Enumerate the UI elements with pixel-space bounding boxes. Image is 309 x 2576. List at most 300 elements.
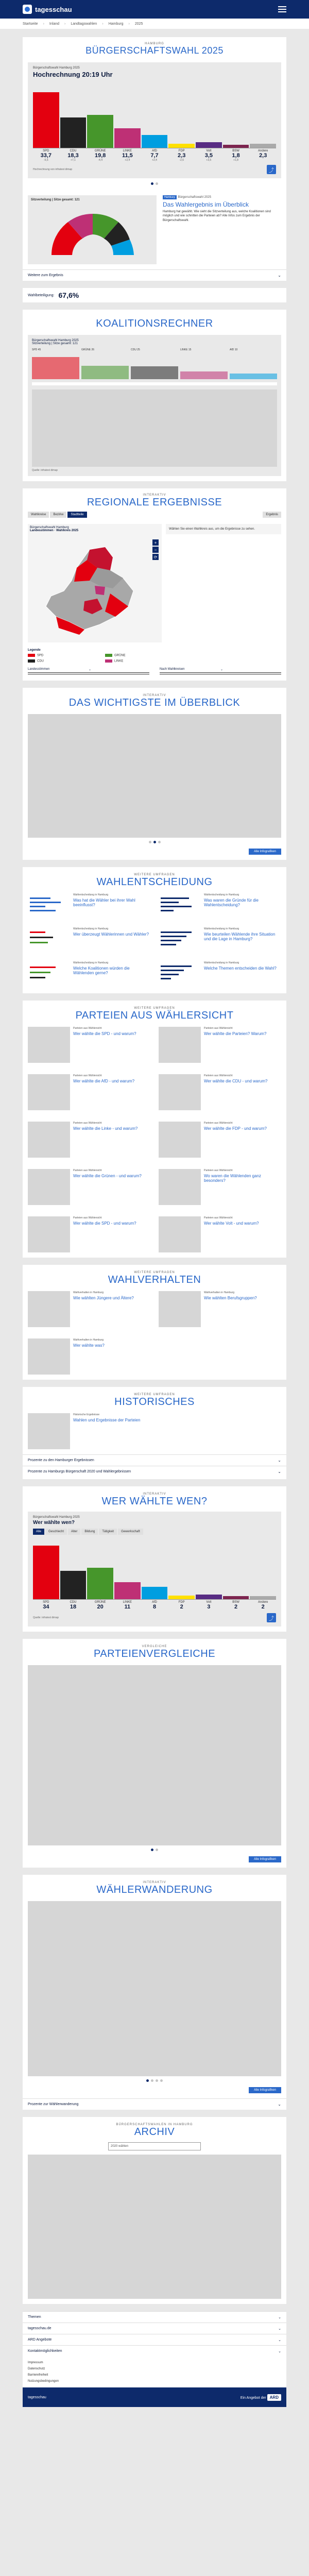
hamburg-map-shape: [28, 539, 162, 642]
footer-link[interactable]: Impressum: [28, 2361, 43, 2365]
teaser-image: [28, 1074, 70, 1110]
result-teaser[interactable]: [163, 195, 281, 264]
teaser-card[interactable]: [28, 1291, 150, 1327]
menu-icon[interactable]: [278, 6, 286, 12]
legend-item: [105, 659, 172, 663]
bar-column: [196, 142, 222, 148]
bar: [223, 145, 249, 148]
party-label: GRÜNE: [94, 149, 106, 152]
teaser-meta: Wahlentscheidung in Hamburg: [204, 893, 239, 897]
legend-swatch: [105, 654, 112, 657]
coalition-source: Quelle: infratest dimap: [32, 469, 58, 472]
tab-alter[interactable]: Alter: [68, 1529, 80, 1535]
bar: [142, 135, 168, 148]
vote-type-select[interactable]: [28, 668, 149, 674]
logo-icon: [23, 5, 32, 14]
teaser-card[interactable]: [159, 1027, 281, 1063]
teaser-meta: Parteien aus Wählersicht: [73, 1169, 102, 1173]
zoom-out-icon[interactable]: −: [152, 547, 159, 553]
carousel-dot[interactable]: [151, 2079, 153, 2082]
breadcrumb-separator: ›: [102, 22, 104, 26]
bar-column: [60, 117, 87, 148]
carousel-dot[interactable]: [151, 1849, 153, 1851]
teaser-image: [159, 893, 201, 920]
carousel-dot[interactable]: [156, 1849, 158, 1851]
chart-head: Bürgerschaftswahl Hamburg 2025: [33, 1516, 80, 1519]
bar-column: [250, 144, 276, 148]
regional-kicker: INTERAKTIV: [143, 494, 166, 497]
bar-column: [87, 115, 113, 148]
chevron-down-icon: ⌄: [278, 1458, 281, 1463]
who-voted-values: [33, 1604, 276, 1610]
chart-source: Quelle: infratest dimap: [33, 1616, 59, 1620]
teaser-meta: Wahlentscheidung in Hamburg: [73, 961, 109, 965]
overview-section: [23, 688, 286, 860]
legend-swatch: [105, 659, 112, 663]
party-value: 2,3: [178, 152, 186, 159]
who-voted-title: WER WÄHLTE WEN?: [101, 1496, 208, 1507]
coalition-bar[interactable]: [230, 374, 277, 379]
teaser-headline[interactable]: Wer überzeugt Wählerinnen und Wähler?: [73, 932, 149, 937]
party-value: 2: [261, 1604, 265, 1611]
teaser-meta: Parteien aus Wählersicht: [204, 1216, 233, 1220]
party-labels: [33, 148, 276, 152]
comparison-section: [23, 1639, 286, 1868]
tab-alle[interactable]: Alle: [33, 1529, 44, 1535]
teaser-headline[interactable]: Wer wählte Volt - und warum?: [204, 1221, 259, 1226]
seat-distribution-box: [28, 195, 157, 264]
breadcrumb-item[interactable]: Hamburg: [108, 22, 124, 26]
teaser-card[interactable]: [28, 1122, 150, 1158]
chevron-down-icon: ⌄: [278, 2327, 281, 2331]
chevron-down-icon: ⌄: [220, 668, 281, 673]
teaser-card[interactable]: [159, 1122, 281, 1158]
behaviour-title: WAHLVERHALTEN: [108, 1274, 201, 1286]
footer-link[interactable]: Datenschutz: [28, 2367, 45, 2371]
teaser-meta: Wahlverhalten in Hamburg: [73, 1338, 104, 1342]
party-label: Andere: [258, 1601, 268, 1604]
bar: [168, 1596, 195, 1599]
map-head: Bürgerschaftswahl Hamburg: [30, 526, 69, 529]
teaser-headline[interactable]: Wer wählte die Grünen - und warum?: [73, 1174, 142, 1179]
teaser-image: [28, 1338, 70, 1375]
teaser-meta: Wahlverhalten in Hamburg: [73, 1291, 104, 1295]
map-legend: [23, 652, 177, 665]
coalition-slider[interactable]: [32, 382, 277, 385]
teaser-headline[interactable]: Wer wählte die Parteien? Warum?: [204, 1031, 267, 1037]
teaser-card[interactable]: [28, 1169, 150, 1205]
bar-column: [87, 1568, 113, 1599]
who-voted-kicker: INTERAKTIV: [143, 1493, 166, 1496]
legend-title: Legende: [28, 649, 41, 652]
teaser-image: [159, 961, 201, 988]
carousel-dot[interactable]: [149, 841, 151, 843]
coalition-head: Bürgerschaftswahl Hamburg 2025: [32, 339, 79, 342]
coalition-panel: [32, 389, 277, 467]
turnout-label: Wahlbeteiligung:: [28, 293, 55, 297]
link-label: Prozente zu Hamburgs Bürgerschaft 2020 und Wahlergebnissen: [28, 1470, 131, 1474]
teaser-headline[interactable]: Wahlen und Ergebnisse der Parteien: [73, 1418, 141, 1423]
teaser-image: [28, 893, 70, 920]
breadcrumb-separator: ›: [43, 22, 44, 26]
party-label: CDU: [70, 149, 77, 152]
map-hint: Wählen Sie einen Wahlkreis aus, um die Ergebnisse zu sehen.: [166, 524, 281, 534]
bar-column: [33, 1546, 59, 1599]
bar: [87, 1568, 113, 1599]
chevron-down-icon: ⌄: [278, 273, 281, 278]
bar-column: [142, 1587, 168, 1599]
party-value: 1,8: [232, 152, 240, 159]
footer-row[interactable]: [23, 2345, 286, 2357]
teaser-meta: Parteien aus Wählersicht: [204, 1027, 233, 1030]
party-delta: +3,5: [206, 159, 212, 162]
teaser-meta: Parteien aus Wählersicht: [204, 1169, 233, 1173]
footer-link[interactable]: Nutzungsbedingungen: [28, 2380, 59, 2383]
bar: [196, 1595, 222, 1599]
coalition-title: KOALITIONSRECHNER: [96, 318, 213, 329]
teaser-meta: Wahlentscheidung in Hamburg: [73, 927, 109, 931]
teaser-headline[interactable]: Wer wählte die Linke - und warum?: [73, 1126, 138, 1131]
legend-item: [105, 654, 172, 657]
teaser-headline[interactable]: Wie beurteilen Wählende ihre Situation und die Lage in Hamburg?: [204, 932, 276, 942]
area-type-select[interactable]: [160, 668, 281, 674]
results-chart-box: [28, 62, 281, 178]
party-label: BSW: [232, 1601, 239, 1604]
footer-row[interactable]: [23, 2311, 286, 2323]
legend-label: CDU: [37, 659, 44, 663]
tab-bezirke[interactable]: Bezirke: [50, 512, 66, 518]
teaser-card[interactable]: [159, 893, 281, 920]
bar: [87, 115, 113, 148]
party-delta: +1,8: [233, 159, 238, 162]
party-value: 2,3: [259, 152, 267, 159]
migration-graphic[interactable]: [28, 1901, 281, 2076]
carousel-dots: [28, 182, 281, 185]
behaviour-section: [23, 1265, 286, 1380]
teaser-headline[interactable]: Wer wählte die AfD - und warum?: [73, 1079, 135, 1084]
teaser-headline[interactable]: Was waren die Gründe für die Wahlentscheidung?: [204, 898, 259, 908]
teaser-headline[interactable]: Welche Themen entscheiden die Wahl?: [204, 966, 277, 971]
legend-label: GRÜNE: [114, 654, 126, 657]
teaser-headline[interactable]: Wer wählte die FDP - und warum?: [204, 1126, 267, 1131]
breadcrumb-separator: ›: [128, 22, 130, 26]
party-values: [33, 152, 276, 159]
who-voted-bars: [33, 1538, 276, 1600]
teaser-card[interactable]: [28, 1216, 150, 1252]
carousel-dots: [28, 2079, 281, 2082]
who-voted-labels: [33, 1600, 276, 1604]
teaser-card[interactable]: [159, 1216, 281, 1252]
bar-column: [142, 135, 168, 148]
area-type-label: Nach Wahlkreisen: [160, 668, 220, 673]
all-graphics-button[interactable]: Alle Infografiken: [249, 2087, 281, 2093]
map-sub: Landesstimmen · Wahlkreis 2025: [30, 529, 79, 532]
vote-type-label: Landesstimmen: [28, 668, 89, 673]
brand-name: tagesschau: [35, 5, 72, 13]
teaser-image: [159, 1291, 201, 1327]
party-value: 18,3: [67, 152, 79, 159]
teaser-card[interactable]: [159, 1291, 281, 1327]
coalition-bar[interactable]: [131, 366, 178, 379]
bar: [223, 1596, 249, 1599]
teaser-image: [28, 961, 70, 988]
breadcrumb-item[interactable]: Startseite: [23, 22, 38, 26]
party-label: FDP: [178, 1601, 185, 1604]
party-delta: [250, 159, 276, 162]
link-label: Prozente zur Wählerwanderung: [28, 2103, 79, 2107]
party-value: 18: [70, 1604, 77, 1611]
footer-row-label: ARD Angebote: [28, 2338, 52, 2342]
party-label: Andere: [258, 149, 268, 152]
teaser-headline[interactable]: Was hat die Wähler bei ihrer Wahl beeinflusst?: [73, 898, 135, 908]
coalition-sub: Sitzverteilung | Sitze gesamt: 121: [32, 342, 78, 345]
link-label: Prozente zu den Hamburger Ergebnissen: [28, 1459, 94, 1463]
hero-kicker: HAMBURG: [145, 42, 164, 45]
teaser-card[interactable]: [28, 1074, 150, 1110]
coalition-bar[interactable]: [32, 357, 79, 379]
legend-swatch: [28, 654, 35, 657]
comparison-graphic[interactable]: [28, 1665, 281, 1845]
bar: [196, 142, 222, 148]
teaser-meta: Wahlentscheidung in Hamburg: [73, 893, 109, 897]
coalition-bar[interactable]: [81, 366, 129, 379]
archive-section: [23, 2117, 286, 2304]
teaser-image: [28, 1122, 70, 1158]
share-icon: ⤴: [269, 1616, 274, 1622]
history-kicker: WEITERE UMFRAGEN: [134, 1393, 175, 1397]
carousel-dot[interactable]: [160, 2079, 163, 2082]
party-value: 2: [180, 1604, 183, 1611]
ard-logo[interactable]: ARD: [267, 2394, 281, 2401]
party-label: AfD: [152, 149, 158, 152]
party-delta: +2,4: [125, 159, 130, 162]
coalition-section: [23, 310, 286, 481]
archive-year-select[interactable]: [108, 2142, 201, 2150]
comparison-kicker: VERGLEICHE: [142, 1645, 167, 1649]
party-label: Volt: [206, 149, 212, 152]
tab-bildung[interactable]: Bildung: [81, 1529, 98, 1535]
tab-stadtteile[interactable]: Stadtteile: [67, 512, 87, 518]
teaser-image: [159, 1169, 201, 1205]
coalition-bar[interactable]: [180, 371, 228, 379]
teaser-headline[interactable]: Das Wahlergebnis im Überblick: [163, 201, 249, 208]
overview-kicker: INTERAKTIV: [143, 694, 166, 698]
breadcrumb: [0, 19, 309, 29]
share-button[interactable]: [267, 1613, 276, 1622]
teaser-meta: Wahlentscheidung in Hamburg: [204, 927, 239, 931]
party-value: 8: [152, 1604, 157, 1611]
teaser-card[interactable]: [159, 1074, 281, 1110]
bar-column: [223, 1596, 249, 1599]
footer-row-label: Kontaktmöglichkeiten: [28, 2349, 62, 2353]
breadcrumb-item[interactable]: 2025: [134, 22, 143, 26]
teaser-headline[interactable]: Wer wählte die SPD - und warum?: [73, 1221, 136, 1226]
teaser-card[interactable]: [28, 1413, 150, 1449]
chevron-down-icon: ⌄: [89, 668, 149, 673]
chart-title: Hochrechnung 20:19 Uhr: [33, 71, 113, 78]
teaser-image: [159, 927, 201, 954]
party-label: Volt: [206, 1601, 212, 1604]
who-voted-chart: [28, 1512, 281, 1626]
carousel-dot[interactable]: [146, 2079, 149, 2082]
bar: [33, 1546, 59, 1599]
teaser-card[interactable]: [159, 927, 281, 954]
archive-select-label: 2020 wählen: [111, 2145, 129, 2148]
bar-column: [60, 1571, 87, 1599]
teaser-image: [159, 1074, 201, 1110]
teaser-meta: Parteien aus Wählersicht: [204, 1122, 233, 1125]
teaser-image: [28, 1169, 70, 1205]
bar: [168, 144, 195, 148]
party-label: FDP: [178, 149, 185, 152]
party-label: AfD: [152, 1601, 158, 1604]
decision-kicker: WEITERE UMFRAGEN: [134, 873, 175, 877]
teaser-card[interactable]: [28, 961, 150, 988]
party-deltas: [33, 159, 276, 162]
results-bars: [33, 81, 276, 148]
teaser-card[interactable]: [28, 893, 150, 920]
teaser-card[interactable]: [159, 961, 281, 988]
footer-row[interactable]: [23, 2334, 286, 2345]
bar: [114, 128, 141, 148]
teaser-headline[interactable]: Wer wählte was?: [73, 1343, 105, 1348]
teaser-card[interactable]: [28, 927, 150, 954]
teaser-headline[interactable]: Welche Koalitionen würden die Wählenden gerne?: [73, 966, 130, 976]
teaser-meta: Wahlverhalten in Hamburg: [204, 1291, 235, 1295]
all-graphics-button[interactable]: Alle Infografiken: [249, 849, 281, 855]
bar-column: [168, 1596, 195, 1599]
carousel-dot[interactable]: [151, 182, 153, 185]
teaser-card[interactable]: [28, 1338, 150, 1375]
more-results-label: Weitere zum Ergebnis: [28, 274, 63, 277]
footer-bottom: [23, 2387, 286, 2407]
decision-title: WAHLENTSCHEIDUNG: [96, 876, 213, 888]
teaser-headline[interactable]: Wie wählten Jüngere und Ältere?: [73, 1296, 134, 1301]
bar: [60, 1571, 87, 1599]
teaser-image: [28, 1291, 70, 1327]
legend-item: [28, 654, 95, 657]
teaser-headline[interactable]: Wie wählten Berufsgruppen?: [204, 1296, 257, 1301]
footer-row-label: tagesschau.de: [28, 2327, 52, 2331]
link-row[interactable]: [23, 2098, 286, 2110]
footer-link[interactable]: Barrierefreiheit: [28, 2374, 48, 2377]
bar-column: [114, 128, 141, 148]
coalition-label: GRÜNE 26: [81, 348, 95, 351]
teaser-image: [159, 1216, 201, 1252]
bar-column: [196, 1595, 222, 1599]
breadcrumb-item[interactable]: Landtagswahlen: [71, 22, 97, 26]
map-info-panel: [166, 524, 281, 642]
teaser-body: Hamburg hat gewählt. Wie sieht die Sitzverteilung aus, welche Koalitionen sind möglich und wie schnitten die Parteien ab? Alle Infos zum Ergebnis der Bürgerschaftswahl.: [163, 210, 271, 222]
brand-logo[interactable]: [23, 5, 72, 14]
footer-brand: tagesschau: [28, 2395, 46, 2399]
tab-gewerkschaft[interactable]: Gewerkschaft: [118, 1529, 143, 1535]
chevron-down-icon: ⌄: [278, 1469, 281, 1475]
carousel-dot[interactable]: [156, 2079, 158, 2082]
carousel-dot[interactable]: [158, 841, 161, 843]
result-button[interactable]: Ergebnis: [263, 512, 281, 518]
bar-column: [250, 1596, 276, 1599]
party-value: 3,5: [204, 152, 213, 159]
legend-swatch: [28, 659, 35, 663]
footer-row-label: Themen: [28, 2315, 41, 2319]
teaser-headline[interactable]: Wer wählte die SPD - und warum?: [73, 1031, 136, 1037]
reset-icon[interactable]: ⟳: [152, 554, 159, 560]
teaser-image: [159, 1027, 201, 1063]
zoom-in-icon[interactable]: +: [152, 539, 159, 546]
bar-column: [33, 92, 59, 148]
tab-wahlkreise[interactable]: Wahlkreise: [28, 512, 49, 518]
all-graphics-button[interactable]: Alle Infografiken: [249, 1856, 281, 1862]
teaser-headline[interactable]: Wo waren die Wählenden ganz besonders?: [204, 1174, 262, 1183]
party-value: 2: [234, 1604, 238, 1611]
decision-section: [23, 867, 286, 993]
archive-kicker: BÜRGERSCHAFTSWAHLEN IN HAMBURG: [116, 2123, 193, 2127]
teaser-image: [159, 1122, 201, 1158]
party-value: 7,7: [150, 152, 159, 159]
coalition-label: CDU 25: [131, 348, 140, 351]
teaser-badge: Hamburg: [163, 195, 177, 199]
tab-taetigkeit[interactable]: Tätigkeit: [99, 1529, 117, 1535]
teaser-headline[interactable]: Wer wählte die CDU - und warum?: [204, 1079, 268, 1084]
teaser-meta: Parteien aus Wählersicht: [73, 1074, 102, 1078]
party-label: SPD: [43, 1601, 49, 1604]
archive-graphic[interactable]: [28, 2155, 281, 2299]
bar: [114, 1582, 141, 1599]
tab-geschlecht[interactable]: Geschlecht: [45, 1529, 67, 1535]
chevron-down-icon: ⌄: [278, 2102, 281, 2107]
behaviour-kicker: WEITERE UMFRAGEN: [134, 1271, 175, 1275]
chart-title: Wer wählte wen?: [33, 1520, 75, 1526]
coalition-calculator[interactable]: [28, 335, 281, 476]
link-row[interactable]: [23, 1454, 286, 1466]
legend-label: SPD: [37, 654, 44, 657]
hero-title: BÜRGERSCHAFTSWAHL 2025: [85, 45, 224, 56]
footer-row[interactable]: [23, 2323, 286, 2334]
share-button[interactable]: [267, 165, 276, 174]
teaser-card[interactable]: [28, 1027, 150, 1063]
carousel-dot[interactable]: [156, 182, 158, 185]
legend-item: [28, 659, 95, 663]
teaser-card[interactable]: [159, 1169, 281, 1205]
carousel-dot[interactable]: [153, 841, 156, 843]
more-results-link[interactable]: [23, 269, 286, 281]
party-delta: -5,5: [44, 159, 48, 162]
party-label: CDU: [70, 1601, 77, 1604]
teaser-meta: Parteien aus Wählersicht: [73, 1027, 102, 1030]
migration-section: [23, 1875, 286, 2110]
party-delta: +2,4: [152, 159, 157, 162]
party-label: GRÜNE: [94, 1601, 106, 1604]
regional-map[interactable]: [28, 524, 162, 642]
overview-title: DAS WICHTIGSTE IM ÜBERBLICK: [68, 697, 241, 709]
bar: [250, 144, 276, 148]
breadcrumb-item[interactable]: Inland: [49, 22, 59, 26]
hero-section: [23, 37, 286, 281]
coalition-label: LINKE 15: [180, 348, 192, 351]
link-row[interactable]: [23, 1466, 286, 1477]
teaser-image: [28, 1216, 70, 1252]
party-delta: -4,4: [98, 159, 102, 162]
share-icon: ⤴: [269, 167, 274, 174]
party-value: 20: [97, 1604, 104, 1611]
regional-title: REGIONALE ERGEBNISSE: [87, 497, 222, 508]
teaser-meta: Bürgerschaftswahl 2025: [178, 196, 211, 199]
chevron-down-icon: ⌄: [278, 2349, 281, 2353]
overview-graphic[interactable]: [28, 714, 281, 838]
teaser-image: [28, 927, 70, 954]
party-label: LINKE: [123, 149, 132, 152]
